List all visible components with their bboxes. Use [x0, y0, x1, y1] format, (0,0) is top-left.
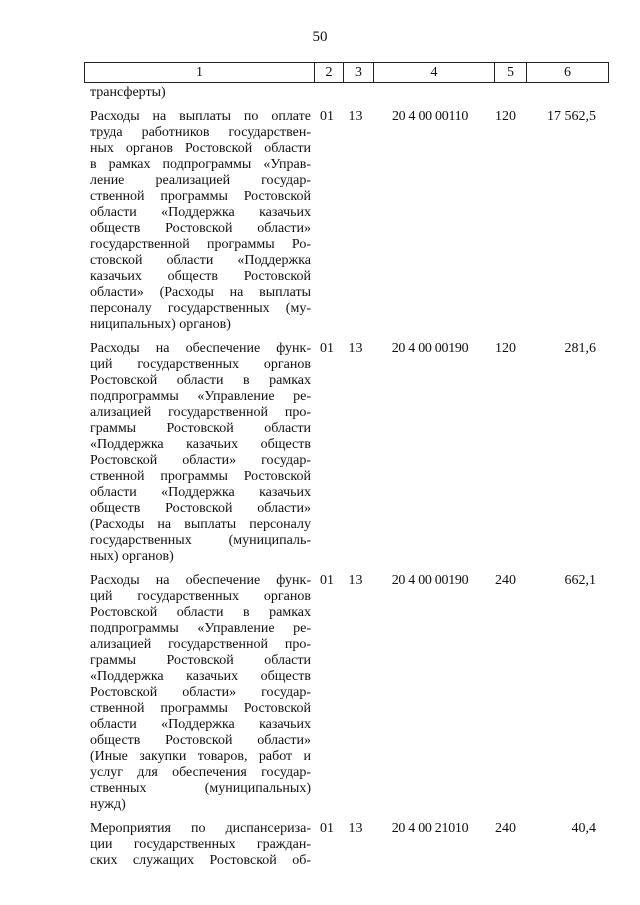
description-line: государственных (муниципаль-: [90, 533, 311, 548]
description-line: ниципальных) органов): [90, 317, 231, 332]
description-line: услуг для обеспечения государ-: [90, 765, 311, 780]
row-description: [84, 109, 313, 333]
column-header-3: 3: [344, 63, 374, 83]
description-line: граммы Ростовской области: [90, 421, 311, 436]
section-code: 01: [320, 821, 334, 836]
description-line: ных) органов): [90, 549, 174, 564]
description-line: ственной программы Ростовской: [90, 469, 311, 484]
description-line: ных органов Ростовской области: [90, 141, 311, 156]
description-line: области «Поддержка казачьих: [90, 485, 311, 500]
continuation-text: [84, 85, 313, 101]
subsection-code: 13: [348, 821, 363, 836]
amount-value: 40,4: [571, 821, 596, 836]
description-line: области «Поддержка казачьих: [90, 717, 311, 732]
description-line: ций государственных органов: [90, 589, 311, 604]
description-line: ции государственных граждан-: [90, 837, 311, 852]
description-line: ализацией государственной про-: [90, 637, 311, 652]
expense-type-code: 120: [495, 109, 516, 124]
description-line: граммы Ростовской области: [90, 653, 311, 668]
description-line: обществ Ростовской области»: [90, 501, 311, 516]
description-line: Ростовской области» государ-: [90, 685, 311, 700]
column-header-6: 6: [527, 63, 609, 83]
description-line: подпрограммы «Управление ре-: [90, 621, 311, 636]
row-description: [84, 821, 313, 869]
description-line: ских служащих Ростовской об-: [90, 853, 311, 868]
continuation-row: [84, 85, 602, 101]
continuation-line: трансферты): [90, 85, 166, 100]
target-article-code: 20 4 00 00190: [391, 341, 469, 356]
column-header-5: 5: [495, 63, 527, 83]
description-line: Расходы на обеспечение функ-: [90, 341, 311, 356]
amount-value: 662,1: [564, 573, 596, 588]
expense-type-code: 240: [495, 821, 516, 836]
column-header-2: 2: [315, 63, 344, 83]
description-line: государственной программы Ро-: [90, 237, 311, 252]
table-row: [84, 109, 602, 333]
description-line: ственной программы Ростовской: [90, 701, 311, 716]
section-code: 01: [320, 109, 334, 124]
table-row: [84, 341, 602, 565]
description-line: Расходы на обеспечение функ-: [90, 573, 311, 588]
description-line: Расходы на выплаты по оплате: [90, 109, 311, 124]
column-header-1: 1: [85, 63, 315, 83]
description-line: персоналу государственных (му-: [90, 301, 311, 316]
description-line: нужд): [90, 797, 126, 812]
section-code: 01: [320, 573, 334, 588]
row-description: [84, 573, 313, 813]
description-line: обществ Ростовской области»: [90, 221, 311, 236]
table-row: [84, 573, 602, 813]
expense-type-code: 240: [495, 573, 516, 588]
description-line: казачьих обществ Ростовской: [90, 269, 311, 284]
expense-type-code: 120: [495, 341, 516, 356]
description-line: (Расходы на выплаты персоналу: [90, 517, 311, 532]
table-row: [84, 821, 602, 869]
subsection-code: 13: [348, 573, 363, 588]
description-line: ственной программы Ростовской: [90, 189, 311, 204]
target-article-code: 20 4 00 21010: [391, 821, 469, 836]
table-body: [84, 85, 602, 869]
description-line: ственных (муниципальных): [90, 781, 311, 796]
description-line: Ростовской области» государ-: [90, 453, 311, 468]
description-line: Мероприятия по диспансериза-: [90, 821, 311, 836]
row-description: [84, 341, 313, 565]
description-line: ление реализацией государ-: [90, 173, 311, 188]
amount-value: 17 562,5: [547, 109, 596, 124]
column-header-table: [84, 62, 609, 83]
description-line: ций государственных органов: [90, 357, 311, 372]
description-line: обществ Ростовской области»: [90, 733, 311, 748]
column-header-row: [85, 63, 609, 83]
description-line: «Поддержка казачьих обществ: [90, 437, 311, 452]
section-code: 01: [320, 341, 334, 356]
subsection-code: 13: [348, 109, 363, 124]
amount-value: 281,6: [564, 341, 596, 356]
description-line: «Поддержка казачьих обществ: [90, 669, 311, 684]
description-line: Ростовской области в рамках: [90, 373, 311, 388]
description-line: области» (Расходы на выплаты: [90, 285, 311, 300]
description-line: (Иные закупки товаров, работ и: [90, 749, 311, 764]
description-line: стовской области «Поддержка: [90, 253, 311, 268]
target-article-code: 20 4 00 00190: [391, 573, 469, 588]
description-line: в рамках подпрограммы «Управ-: [90, 157, 311, 172]
description-line: области «Поддержка казачьих: [90, 205, 311, 220]
column-header-4: 4: [374, 63, 495, 83]
description-line: труда работников государствен-: [90, 125, 311, 140]
target-article-code: 20 4 00 00110: [391, 109, 469, 124]
description-line: ализацией государственной про-: [90, 405, 311, 420]
page-number: 50: [312, 29, 328, 45]
description-line: Ростовской области в рамках: [90, 605, 311, 620]
subsection-code: 13: [348, 341, 363, 356]
description-line: подпрограммы «Управление ре-: [90, 389, 311, 404]
